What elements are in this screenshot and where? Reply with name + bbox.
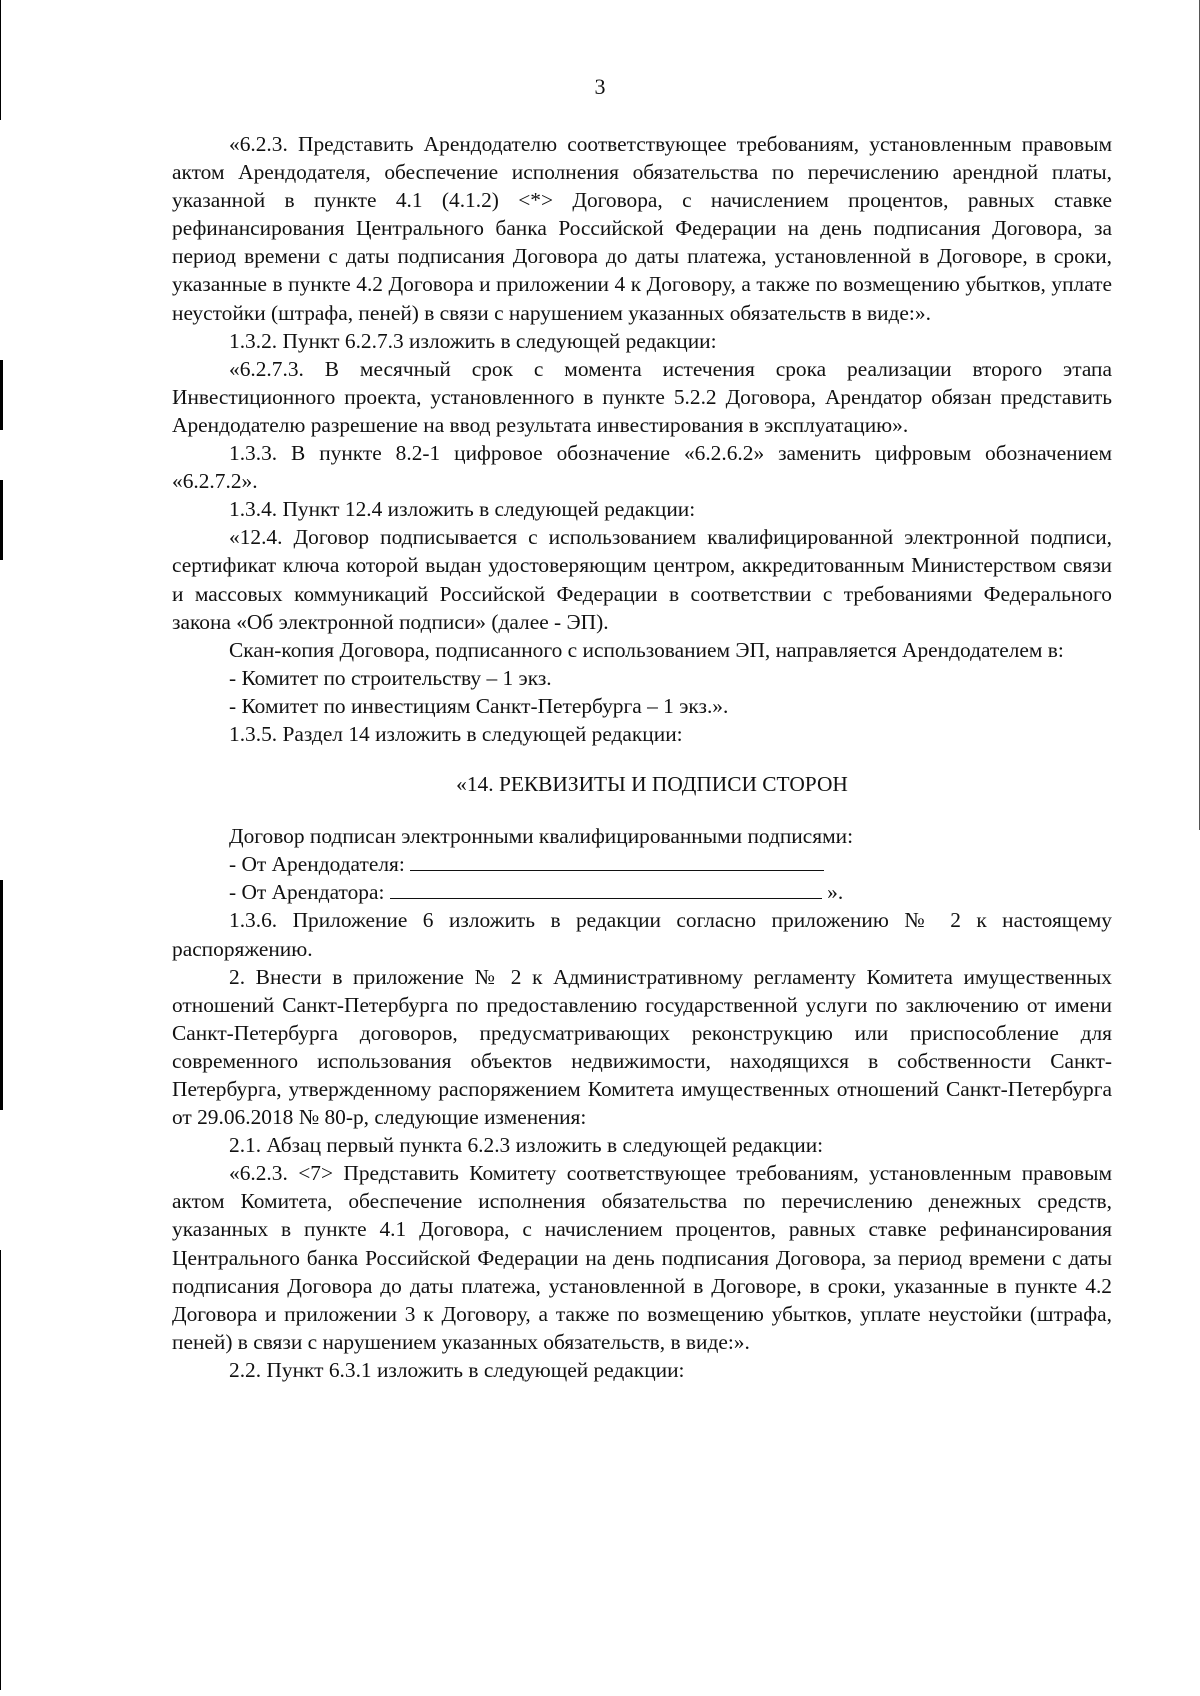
paragraph: «6.2.3. <7> Представить Комитету соответствующее требованиям, установленным правовым актом Комитета, обеспечение исполнения обязательства по перечислению денежных средств, указанных в пункте 4.1 Договора, с начислением процентов, равных ставке рефинансирования Центрального банка Российской Федерации на день подписания Договора, за период времени с даты подписания Договора до даты платежа, установленной в Договоре, в сроки, указанные в пункте 4.2 Договора и приложении 3 к Договору, а также по возмещению убытков, уплате неустойки (штрафа, пеней) в связи с нарушением указанных обязательств, в виде:». (172, 1161, 1112, 1354)
paragraph: «6.2.7.3. В месячный срок с момента истечения срока реализации второго этапа Инвестиционного проекта, установленного в пункте 5.2.2 Договора, Арендатор обязан представить Арендодателю разрешение на ввод результата инвестирования в эксплуатацию». (172, 356, 1112, 437)
document-body (172, 130, 1112, 1384)
paragraph: 1.3.5. Раздел 14 изложить в следующей редакции: (229, 721, 683, 746)
signature-line (410, 850, 824, 871)
paragraph: Скан-копия Договора, подписанного с использованием ЭП, направляется Арендодателем в: (229, 637, 1064, 662)
signature-tenant (172, 878, 1112, 906)
paragraph: 1.3.4. Пункт 12.4 изложить в следующей редакции: (229, 497, 696, 522)
list-item: - Комитет по инвестициям Санкт-Петербурга – 1 экз.». (229, 693, 729, 718)
signature-tenant-close: ». (827, 880, 844, 905)
signature-tenant-label: - От Арендатора: (229, 880, 385, 905)
scan-edge-mark (0, 1250, 1, 1690)
scan-edge-mark (0, 360, 3, 430)
paragraph: 1.3.6. Приложение 6 изложить в редакции согласно приложению № 2 к настоящему распоряжению. (172, 908, 1112, 961)
paragraph: Договор подписан электронными квалифицированными подписями: (229, 824, 854, 849)
scan-edge-mark (0, 0, 1, 120)
scan-edge-mark (0, 880, 3, 1110)
paragraph: 2.1. Абзац первый пункта 6.2.3 изложить в следующей редакции: (229, 1133, 824, 1158)
page-number: 3 (594, 74, 606, 99)
scan-edge-mark (0, 480, 3, 560)
list-item: - Комитет по строительству – 1 экз. (229, 665, 552, 690)
paragraph: 1.3.3. В пункте 8.2-1 цифровое обозначение «6.2.6.2» заменить цифровым обозначением «6.2.7.2». (172, 441, 1112, 494)
paragraph: «6.2.3. Представить Арендодателю соответствующее требованиям, установленным правовым актом Арендодателя, обеспечение исполнения обязательства по перечислению арендной платы, указанной в пункте 4.1 (4.1.2) <*> Договора, с начислением процентов, равных ставке рефинансирования Центрального банка Российской Федерации на день подписания Договора, за период времени с даты подписания Договора до даты платежа, установленной в Договоре, в сроки, указанные в пункте 4.2 Договора и приложении 4 к Договору, а также по возмещению убытков, уплате неустойки (штрафа, пеней) в связи с нарушением указанных обязательств в виде:». (172, 132, 1112, 325)
signature-landlord-label: - От Арендодателя: (229, 852, 405, 877)
paragraph: 2.2. Пункт 6.3.1 изложить в следующей редакции: (229, 1357, 685, 1382)
paragraph: «12.4. Договор подписывается с использованием квалифицированной электронной подписи, сертификат ключа которой выдан удостоверяющим центром, аккредитованным Министерством связи и массовых коммуникаций Российской Федерации в соответствии с требованиями Федерального закона «Об электронной подписи» (далее - ЭП). (172, 525, 1112, 634)
section-heading: «14. РЕКВИЗИТЫ И ПОДПИСИ СТОРОН (456, 772, 848, 797)
signature-line (390, 878, 822, 899)
signature-landlord (172, 850, 1112, 878)
paragraph: 2. Внести в приложение № 2 к Административному регламенту Комитета имущественных отношений Санкт-Петербурга по предоставлению государственной услуги по заключению от имени Санкт-Петербурга договоров, предусматривающих реконструкцию или приспособление для современного использования объектов недвижимости, находящихся в собственности Санкт-Петербурга, утвержденному распоряжением Комитета имущественных отношений Санкт-Петербурга от 29.06.2018 № 80-р, следующие изменения: (172, 964, 1112, 1130)
paragraph: 1.3.2. Пункт 6.2.7.3 изложить в следующей редакции: (229, 328, 717, 353)
